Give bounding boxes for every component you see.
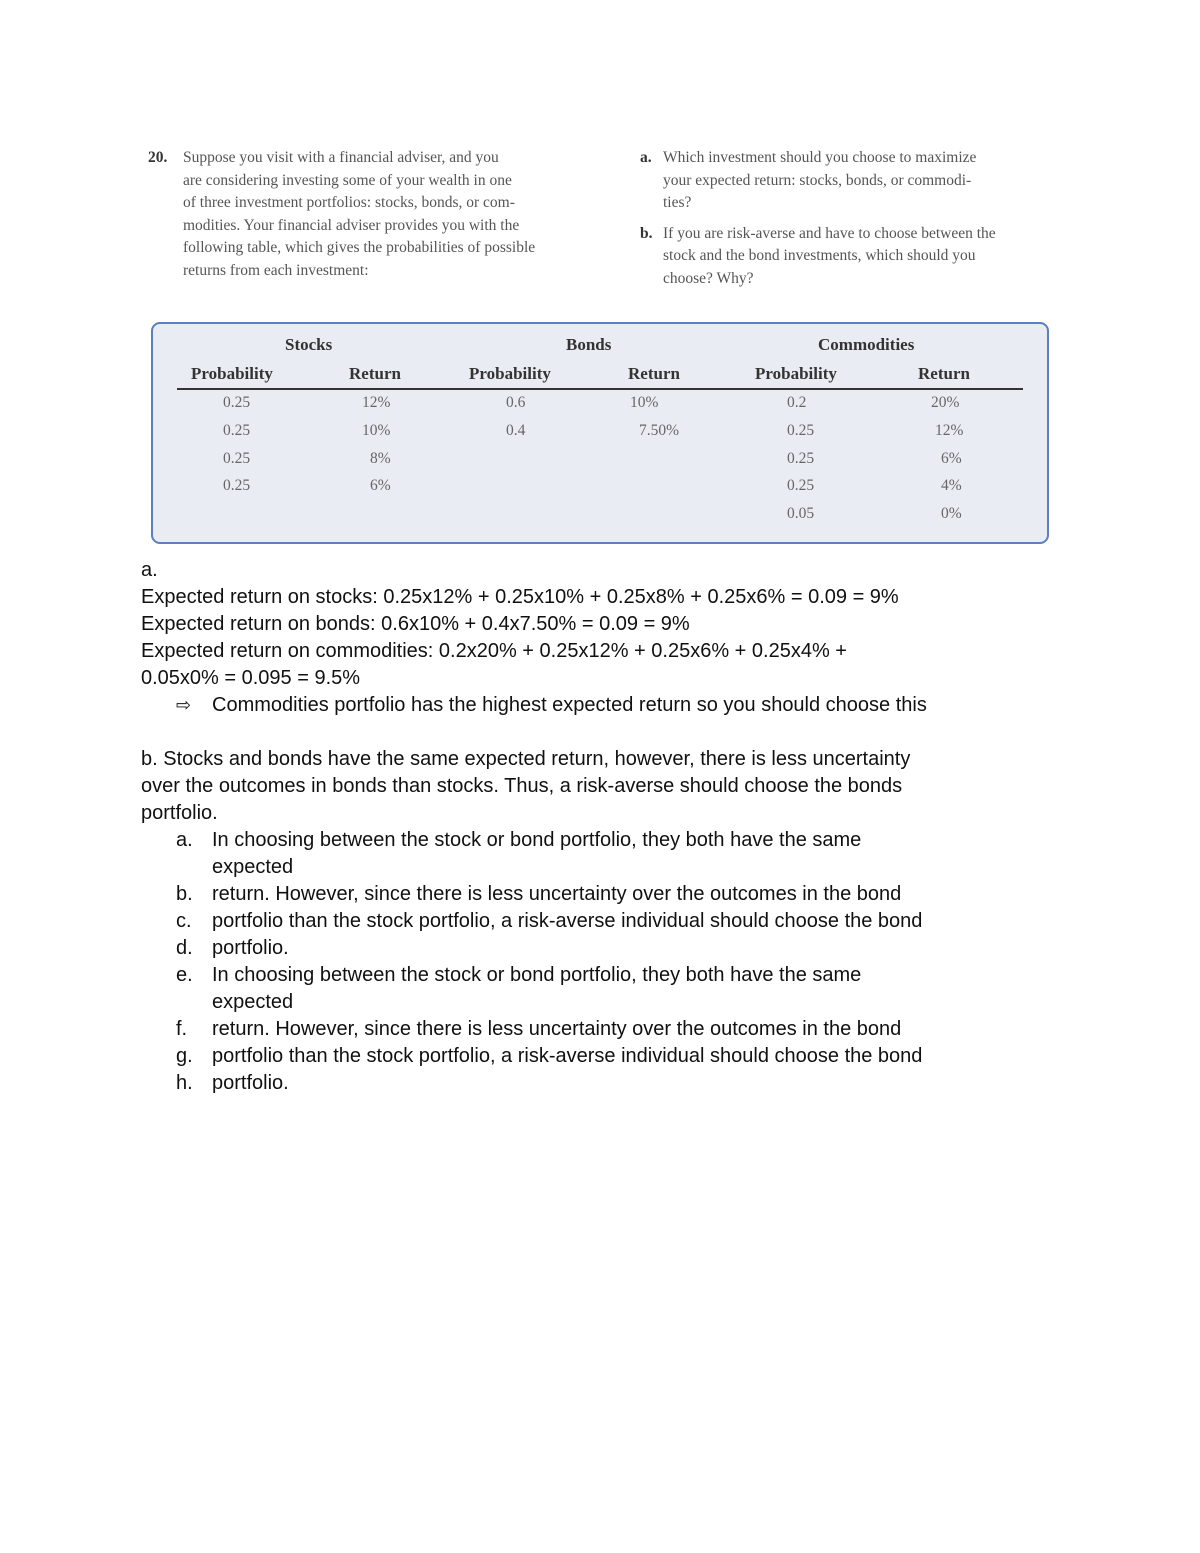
table-cell: 6% (370, 477, 391, 494)
answer-b-line: portfolio. (141, 802, 218, 824)
table-cell: 0.25 (223, 477, 251, 494)
question-part-b (640, 223, 1040, 291)
group-header-commodities: Commodities (818, 335, 915, 354)
answer-line: Expected return on bonds: 0.6x10% + 0.4x7.50% = 0.09 = 9% (141, 613, 690, 635)
table-cell: 0.25 (787, 477, 815, 494)
column-header: Return (628, 364, 680, 383)
table-cell: 0.25 (787, 422, 815, 439)
table-cell: 0.6 (506, 394, 526, 411)
table-cell: 12% (362, 394, 391, 411)
table-cell: 0.25 (787, 450, 815, 467)
table-cell: 6% (941, 450, 962, 467)
part-line: If you are risk-averse and have to choose between the (663, 224, 996, 242)
list-line: In choosing between the stock or bond portfolio, they both have the same (212, 829, 862, 851)
list-item (141, 935, 1081, 962)
question-parts (640, 147, 1040, 298)
list-line: portfolio. (212, 937, 289, 959)
column-header: Probability (469, 364, 551, 383)
list-item (141, 827, 1081, 881)
answer-a-label: a. (141, 559, 158, 581)
table-cell: 10% (630, 394, 659, 411)
part-line: ties? (663, 194, 692, 211)
list-line: return. However, since there is less uncertainty over the outcomes in the bond (212, 883, 902, 905)
question-intro (148, 147, 588, 282)
part-line: stock and the bond investments, which should you (663, 247, 976, 264)
answer-conclusion (141, 692, 1081, 719)
column-header: Probability (755, 364, 837, 383)
list-marker: f. (176, 1018, 188, 1040)
question-part-a (640, 147, 1040, 215)
part-label: a. (640, 149, 652, 166)
intro-line: are considering investing some of your wealth in one (183, 171, 512, 189)
list-item (141, 881, 1081, 908)
list-item (141, 1070, 1081, 1097)
answer-b-line: b. Stocks and bonds have the same expected return, however, there is less uncertainty (141, 748, 911, 770)
list-item (141, 1043, 1081, 1070)
group-header-stocks: Stocks (285, 335, 333, 354)
list-line: In choosing between the stock or bond portfolio, they both have the same (212, 964, 862, 986)
alpha-list (141, 827, 1081, 1097)
table-cell: 0.2 (787, 394, 807, 411)
returns-table (151, 322, 1049, 544)
list-item (141, 962, 1081, 1016)
arrow-right-icon: ⇨ (176, 695, 192, 716)
table-cell: 0.25 (223, 450, 251, 467)
answer-line: 0.05x0% = 0.095 = 9.5% (141, 667, 361, 689)
table-cell: 20% (931, 394, 960, 411)
part-label: b. (640, 224, 653, 242)
list-item (141, 908, 1081, 935)
table-cell: 10% (362, 422, 391, 439)
part-line: Which investment should you choose to maximize (663, 149, 977, 166)
table-cell: 7.50% (639, 422, 680, 439)
table-cell: 0.4 (506, 422, 526, 439)
list-marker: h. (176, 1072, 193, 1094)
list-marker: e. (176, 964, 193, 986)
table-cell: 4% (941, 477, 962, 494)
column-header: Return (349, 364, 401, 383)
list-line: portfolio than the stock portfolio, a risk-averse individual should choose the bond (212, 910, 923, 932)
list-line: portfolio than the stock portfolio, a risk-averse individual should choose the bond (212, 1045, 923, 1067)
table-cell: 0.25 (223, 422, 251, 439)
part-line: your expected return: stocks, bonds, or commodi- (663, 171, 972, 189)
list-line: expected (212, 991, 294, 1013)
list-marker: a. (176, 829, 193, 851)
column-header: Probability (191, 364, 273, 383)
list-line: portfolio. (212, 1072, 289, 1094)
intro-line: modities. Your financial adviser provides you with the (183, 216, 520, 234)
table-cell: 0% (941, 505, 962, 522)
list-marker: d. (176, 937, 193, 959)
intro-line: of three investment portfolios: stocks, bonds, or com- (183, 194, 515, 211)
list-marker: c. (176, 910, 192, 932)
list-item (141, 1016, 1081, 1043)
part-line: choose? Why? (663, 269, 754, 287)
column-header: Return (918, 364, 970, 383)
intro-line: Suppose you visit with a financial adviser, and you (183, 149, 499, 166)
list-marker: g. (176, 1045, 193, 1067)
table-cell: 0.05 (787, 505, 815, 522)
intro-line: following table, which gives the probabilities of possible (183, 239, 536, 256)
table-cell: 0.25 (223, 394, 251, 411)
group-header-bonds: Bonds (566, 335, 612, 354)
answer-line: Expected return on stocks: 0.25x12% + 0.25x10% + 0.25x8% + 0.25x6% = 0.09 = 9% (141, 586, 899, 608)
list-line: expected (212, 856, 294, 878)
header-rule (177, 388, 1023, 390)
list-marker: b. (176, 883, 193, 905)
answer-b-line: over the outcomes in bonds than stocks. Thus, a risk-averse should choose the bonds (141, 775, 903, 797)
question-number: 20. (148, 149, 168, 166)
conclusion-text: Commodities portfolio has the highest expected return so you should choose this (212, 694, 927, 716)
question-intro-text (183, 147, 588, 282)
answer-line: Expected return on commodities: 0.2x20% + 0.25x12% + 0.25x6% + 0.25x4% + (141, 640, 847, 662)
table-cell: 12% (935, 422, 964, 439)
answer-section (141, 557, 1081, 1097)
intro-line: returns from each investment: (183, 261, 369, 279)
table-cell: 8% (370, 450, 391, 467)
list-line: return. However, since there is less uncertainty over the outcomes in the bond (212, 1018, 902, 1040)
